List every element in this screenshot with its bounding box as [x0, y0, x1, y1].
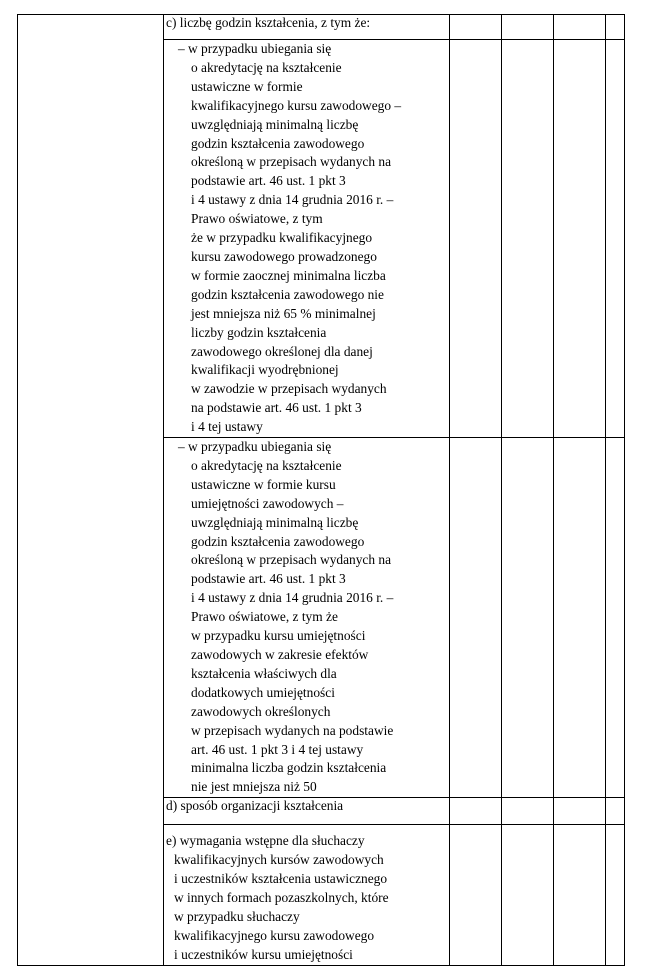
empty-cell	[502, 825, 554, 965]
text-line: ustawiczne w formie	[191, 78, 303, 94]
empty-cell	[554, 15, 606, 40]
text-line: zawodowych określonych	[191, 703, 331, 719]
empty-cell	[606, 825, 625, 965]
row-c-header: c) liczbę godzin kształcenia, z tym że:	[166, 15, 371, 30]
row-c-header-cell	[164, 15, 450, 40]
text-line: kwalifikacyjnych kursów zawodowych	[174, 852, 384, 868]
text-line: na podstawie art. 46 ust. 1 pkt 3	[191, 400, 362, 416]
item2-text	[164, 438, 449, 797]
text-line: Prawo oświatowe, z tym że	[191, 609, 338, 625]
text-line: kwalifikacji wyodrębnionej	[191, 362, 339, 378]
text-line: zawodowych w zakresie efektów	[191, 647, 369, 662]
empty-cell	[606, 40, 625, 438]
empty-cell	[554, 40, 606, 438]
empty-cell	[450, 40, 502, 438]
text-line: w przypadku kursu umiejętności	[191, 628, 366, 644]
text-line: dodatkowych umiejętności	[191, 684, 335, 700]
text-line: umiejętności zawodowych –	[191, 495, 344, 511]
empty-cell	[450, 15, 502, 40]
text-line: określoną w przepisach wydanych na	[191, 552, 392, 568]
text-line: ustawiczne w formie kursu	[191, 476, 336, 492]
text-line: i 4 ustawy z dnia 14 grudnia 2016 r. –	[191, 192, 394, 208]
text-line: w przypadku słuchaczy	[174, 908, 300, 924]
text-line: podstawie art. 46 ust. 1 pkt 3	[191, 571, 346, 587]
text-line: art. 46 ust. 1 pkt 3 i 4 tej ustawy	[191, 741, 364, 757]
item1-text	[164, 40, 449, 437]
text-line: godzin kształcenia zawodowego nie	[191, 286, 384, 302]
text-line: godzin kształcenia zawodowego	[191, 533, 365, 549]
text-line: kwalifikacyjnego kursu zawodowego	[174, 927, 375, 943]
empty-cell	[606, 438, 625, 798]
empty-cell	[502, 798, 554, 825]
text-line: podstawie art. 46 ust. 1 pkt 3	[191, 173, 346, 189]
text-line: kształcenia właściwych dla	[191, 665, 337, 681]
text-line: i uczestników kursu umiejętności	[174, 946, 353, 962]
text-line: w innych formach pozaszkolnych, które	[174, 889, 389, 905]
text-line: Prawo oświatowe, z tym	[191, 211, 323, 227]
text-line: – w przypadku ubiegania się	[178, 41, 332, 56]
text-line: i 4 tej ustawy	[191, 419, 263, 435]
text-line: o akredytację na kształcenie	[191, 59, 342, 75]
text-line: że w przypadku kwalifikacyjnego	[191, 230, 373, 246]
text-line: kursu zawodowego prowadzonego	[191, 248, 377, 264]
row-d-text: d) sposób organizacji kształcenia	[166, 798, 344, 814]
empty-cell	[606, 15, 625, 40]
text-line: nie jest mniejsza niż 50	[191, 779, 317, 795]
empty-cell	[450, 825, 502, 965]
text-line: liczby godzin kształcenia	[191, 324, 327, 340]
text-line: o akredytację na kształcenie	[191, 457, 342, 473]
text-line: zawodowego określonej dla danej	[191, 343, 373, 359]
text-line: minimalna liczba godzin kształcenia	[191, 760, 387, 776]
text-line: i 4 ustawy z dnia 14 grudnia 2016 r. –	[191, 590, 394, 606]
item2-cell	[164, 438, 450, 798]
empty-cell	[450, 798, 502, 825]
item1-cell	[164, 40, 450, 438]
text-line: w zawodzie w przepisach wydanych	[191, 381, 387, 397]
empty-cell	[502, 40, 554, 438]
table-row	[18, 15, 625, 40]
text-line: w przepisach wydanych na podstawie	[191, 722, 394, 738]
empty-cell	[554, 798, 606, 825]
empty-cell	[606, 798, 625, 825]
text-line: uwzględniają minimalną liczbę	[191, 116, 359, 132]
text-line: e) wymagania wstępne dla słuchaczy	[166, 833, 365, 849]
empty-cell	[450, 438, 502, 798]
empty-cell	[502, 15, 554, 40]
empty-cell	[554, 438, 606, 798]
empty-cell	[502, 438, 554, 798]
row-d-cell	[164, 798, 450, 825]
row-e-text	[164, 832, 449, 964]
text-line: godzin kształcenia zawodowego	[191, 135, 365, 151]
criteria-table	[17, 14, 625, 966]
row-e-cell	[164, 825, 450, 965]
text-line: – w przypadku ubiegania się	[178, 439, 332, 455]
text-line: kwalifikacyjnego kursu zawodowego –	[191, 97, 402, 113]
text-line: określoną w przepisach wydanych na	[191, 154, 392, 170]
empty-cell	[554, 825, 606, 965]
text-line: i uczestników kształcenia ustawicznego	[174, 871, 388, 887]
empty-cell	[18, 15, 164, 966]
text-line: jest mniejsza niż 65 % minimalnej	[191, 305, 376, 321]
text-line: w formie zaocznej minimalna liczba	[191, 267, 386, 283]
text-line: uwzględniają minimalną liczbę	[191, 514, 359, 530]
